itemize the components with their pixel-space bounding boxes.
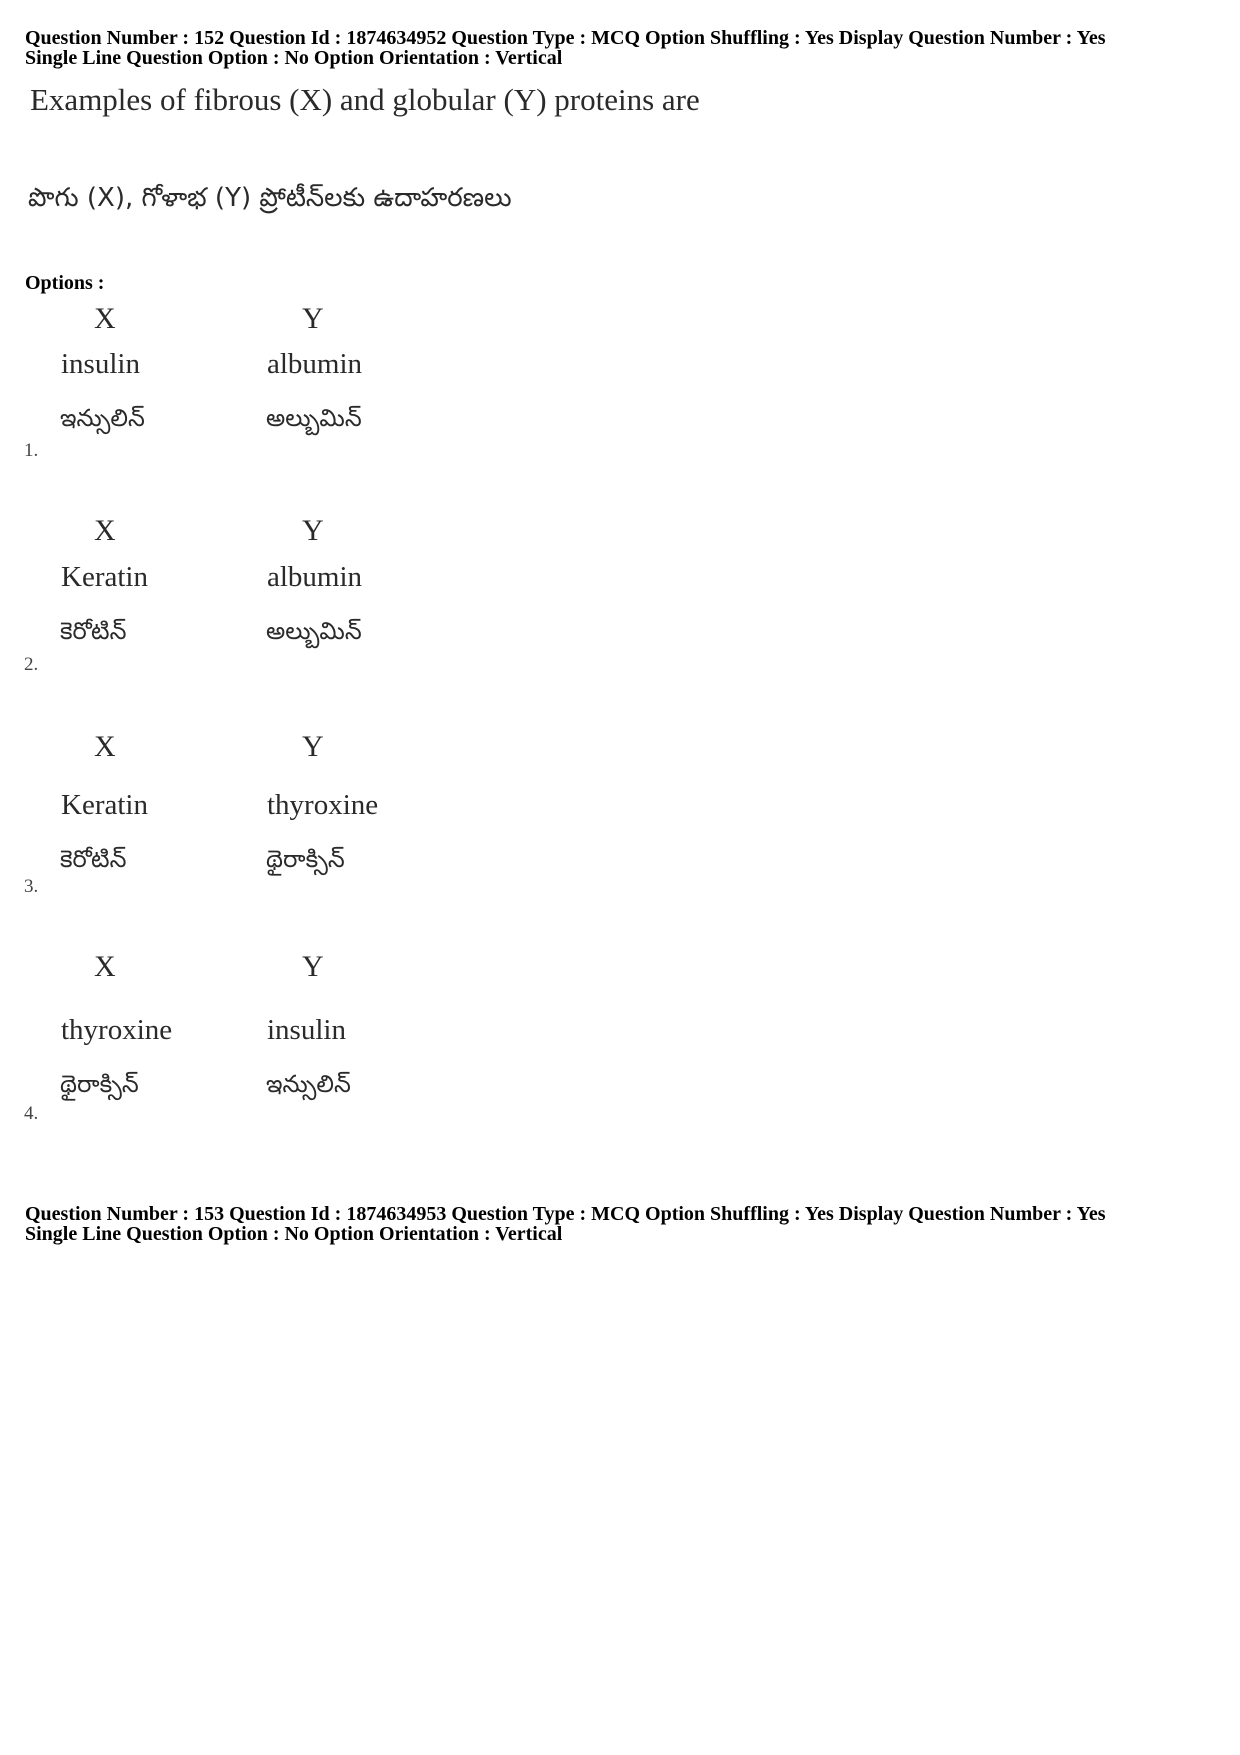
option-4-y-telugu: ఇన్సులిన్ (266, 1070, 351, 1098)
option-2-y-telugu: అల్బుమిన్ (266, 617, 362, 645)
option-2-number: 2. (24, 654, 39, 675)
option-3-x-telugu: కెరోటిన్ (60, 845, 127, 873)
option-3-number: 3. (24, 876, 39, 897)
option-1-x-header: X (94, 302, 116, 335)
option-4-x-header: X (94, 950, 116, 983)
option-2-y-english: albumin (267, 561, 363, 593)
option-1-x-telugu: ఇన్సులిన్ (60, 404, 145, 432)
question-153-meta (25, 1204, 1105, 1244)
option-4-y-header: Y (302, 950, 324, 983)
question-153-meta-line1: Question Number : 153 Question Id : 1874634953 Question Type : MCQ Option Shuffling : Yes Display Question Number : Yes (25, 1203, 1106, 1225)
option-3-y-header: Y (302, 730, 324, 763)
question-text-telugu: పొగు (X), గోళాభ (Y) ప్రోటీన్‌లకు ఉదాహరణలు (28, 183, 512, 213)
option-3-x-header: X (94, 730, 116, 763)
question-152-meta-line2: Single Line Question Option : No Option Orientation : Vertical (25, 47, 563, 69)
options-label: Options : (25, 272, 105, 294)
option-3-y-english: thyroxine (267, 789, 379, 821)
question-153-meta-line2: Single Line Question Option : No Option Orientation : Vertical (25, 1223, 563, 1245)
option-1-y-telugu: అల్బుమిన్ (266, 404, 362, 432)
option-3-x-english: Keratin (61, 789, 148, 821)
question-text-english: Examples of fibrous (X) and globular (Y) proteins are (30, 82, 700, 117)
option-1-y-header: Y (302, 302, 324, 335)
option-3-y-telugu: థైరాక్సిన్ (266, 845, 345, 873)
option-1-number: 1. (24, 440, 39, 461)
option-4-number: 4. (24, 1103, 39, 1124)
question-152-meta (25, 28, 1105, 68)
option-1-y-english: albumin (267, 348, 363, 380)
option-4-y-english: insulin (267, 1014, 346, 1046)
option-2-x-header: X (94, 514, 116, 547)
option-1-x-english: insulin (61, 348, 140, 380)
option-4-x-telugu: థైరాక్సిన్ (60, 1070, 139, 1098)
option-4-x-english: thyroxine (61, 1014, 173, 1046)
question-152-meta-line1: Question Number : 152 Question Id : 1874634952 Question Type : MCQ Option Shuffling : Yes Display Question Number : Yes (25, 27, 1106, 49)
option-2-x-telugu: కెరోటిన్ (60, 617, 127, 645)
option-2-y-header: Y (302, 514, 324, 547)
option-2-x-english: Keratin (61, 561, 148, 593)
